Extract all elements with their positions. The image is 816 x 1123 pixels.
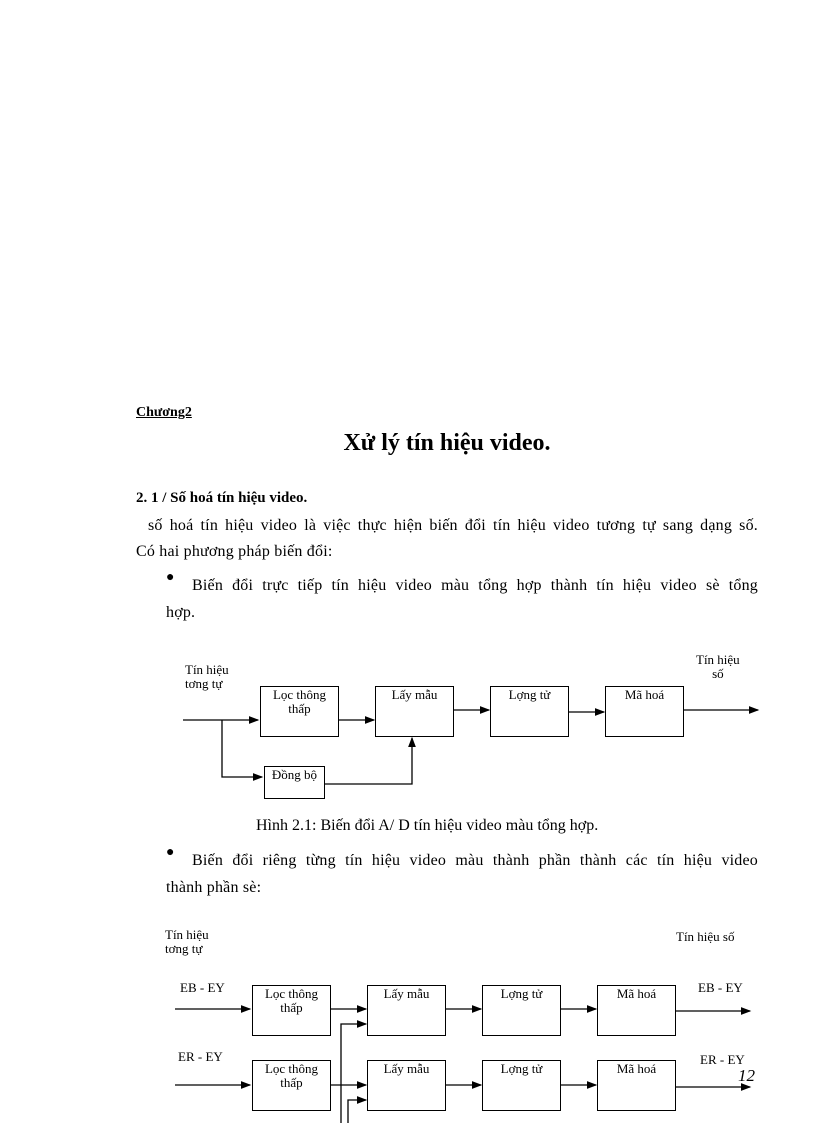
row2-output-signal-label: ER - EY [700,1052,745,1067]
figure-caption-2-1: Hình 2.1: Biến đổi A/ D tín hiệu video màu tổng hợp. [256,817,599,834]
row2-quantization-box: Lợng tử [482,1060,561,1111]
row2-encoding-box: Mã hoá [597,1060,676,1111]
sync-box: Đồng bộ [264,766,325,799]
diagram2-input-label: Tín hiệu tơng tự [165,927,209,956]
diagram1-input-label: Tín hiệu tơng tự [185,662,229,691]
row1-input-signal-label: EB - EY [180,980,225,995]
lowpass-filter-box: Lọc thông thấp [260,686,339,737]
bullet1-line2: hợp. [166,604,196,621]
encoding-box: Mã hoá [605,686,684,737]
row2-sampling-box: Lấy mẫu [367,1060,446,1111]
row2-input-signal-label: ER - EY [178,1049,223,1064]
quantization-box: Lợng tử [490,686,569,737]
diagram1-output-label: Tín hiệu số [696,652,740,681]
diagram2-output-label: Tín hiệu số [676,929,735,944]
row1-encoding-box: Mã hoá [597,985,676,1036]
intro-paragraph-line: số hoá tín hiệu video là việc thực hiện biến đổi tín hiệu video tương tự sang dạng số. [148,517,758,534]
bullet2-line2: thành phần sè: [166,879,262,896]
bullet2-line1: Biến đổi riêng từng tín hiệu video màu thành phần thành các tín hiệu video [192,852,758,869]
row1-sampling-box: Lấy mẫu [367,985,446,1036]
page-title: Xử lý tín hiệu video. [343,430,551,456]
row1-output-signal-label: EB - EY [698,980,743,995]
bullet-dot-icon: ● [166,570,175,585]
chapter-label: Chương2 [136,405,192,420]
sampling-box: Lấy mẫu [375,686,454,737]
row1-lowpass-filter-box: Lọc thông thấp [252,985,331,1036]
bullet1-line1: Biến đổi trực tiếp tín hiệu video màu tổng hợp thành tín hiệu video sè tổng [192,577,758,594]
section-heading: 2. 1 / Số hoá tín hiệu video. [136,490,308,506]
row2-lowpass-filter-box: Lọc thông thấp [252,1060,331,1111]
row1-quantization-box: Lợng tử [482,985,561,1036]
bullet-dot-icon: ● [166,845,175,860]
page-number: 12 [738,1066,755,1085]
intro-paragraph-line-2: Có hai phương pháp biến đổi: [136,543,333,560]
